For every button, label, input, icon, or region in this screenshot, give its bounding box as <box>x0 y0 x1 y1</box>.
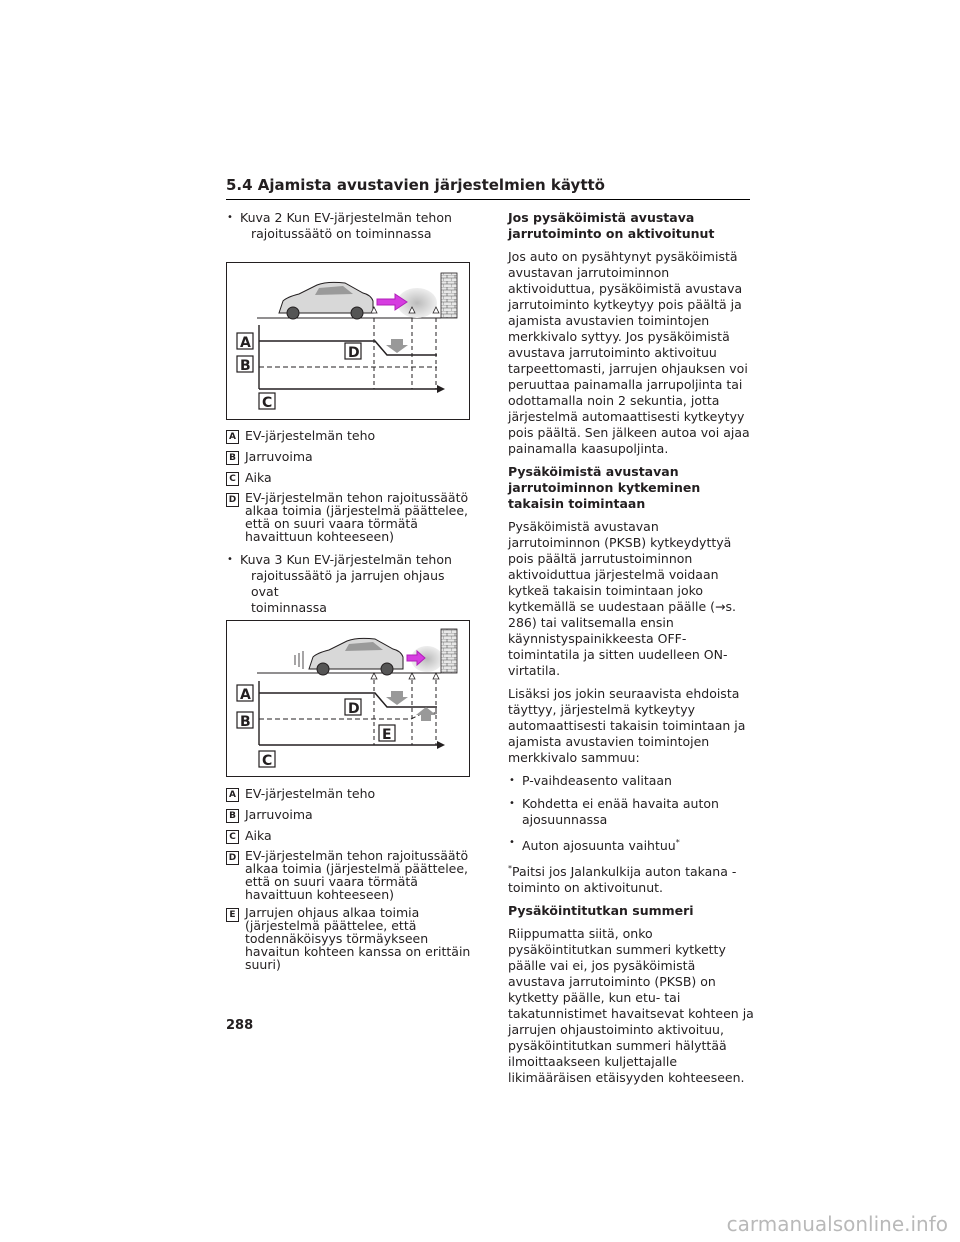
list-item-text: P-vaihdeasento valitaan <box>522 773 672 788</box>
legend-item <box>226 828 476 844</box>
legend-key: D <box>226 851 239 865</box>
legend-item <box>226 470 476 486</box>
label-c-text: C <box>262 395 273 411</box>
legend-item <box>226 786 476 802</box>
diagram-svg <box>227 263 469 419</box>
caption-line: Kuva 2 Kun EV-järjestelmän tehon <box>240 210 452 225</box>
caption-line: toiminnassa <box>251 600 327 615</box>
figure-3-diagram <box>226 620 470 777</box>
legend-item <box>226 449 476 465</box>
caption-line: rajoitussäätö ja jarrujen ohjaus ovat <box>251 568 445 599</box>
legend-text: Jarrujen ohjaus alkaa toimia (järjestelmä päättelee, että todennäköisyys törmäykseen havaitun kohteen kanssa on erittäin suuri) <box>245 905 471 972</box>
paragraph: Riippumatta siitä, onko pysäköintitutkan summeri kytketty päälle vai ei, jos pysäköimistä avustava jarrutoiminto (PKSB) on kytketty päälle, kun etu- tai takatunnistimet havaitsevat kohteen ja jarrujen ohjaustoiminto aktivoituu, pysäköintitutkan summeri hälyttää ilmoittaakseen kuljettajalle likimääräisen etäisyyden kohteeseen. <box>508 926 754 1086</box>
legend-text: Jarruvoima <box>245 449 313 464</box>
label-b-text: B <box>240 358 251 374</box>
figure2-caption <box>226 552 476 616</box>
caption-line: rajoitussäätö on toiminnassa <box>251 226 432 241</box>
footnote-text: Paitsi jos Jalankulkija auton takana -toiminto on aktivoitunut. <box>508 864 737 896</box>
page-number: 288 <box>226 1018 254 1033</box>
heading-parking-sensor-buzzer: Pysäköintitutkan summeri <box>508 903 694 919</box>
section-title: 5.4 Ajamista avustavien järjestelmien käyttö <box>226 176 605 194</box>
list-item-text: Auton ajosuunta vaihtuu <box>522 838 676 854</box>
list-item <box>508 796 754 828</box>
car-icon <box>295 638 403 675</box>
label-c-text: C <box>262 753 273 769</box>
footnote <box>508 861 754 896</box>
car-icon <box>279 282 373 319</box>
legend-text: Aika <box>245 828 272 843</box>
section-divider <box>226 199 750 200</box>
diagram-svg <box>227 621 469 776</box>
legend-key: D <box>226 493 239 507</box>
caption-line: Kuva 3 Kun EV-järjestelmän tehon <box>240 552 452 567</box>
paragraph: Pysäköimistä avustavan jarrutoiminnon (PKSB) kytkeydyttyä pois päältä jarrutustoiminnon aktivoiduttua järjestelmä voidaan kytkeä takaisin toimintaan joko kytkemällä se uudestaan päälle (→s. 286) tai valitsemalla ensin käynnistyspainikkeesta OFF-toimintatila ja sitten uudelleen ON-virtatila. <box>508 519 736 678</box>
legend-key: B <box>226 809 239 823</box>
legend-key: A <box>226 788 239 802</box>
footnote-marker: * <box>675 838 680 847</box>
legend-text: EV-järjestelmän tehon rajoitussäätö alkaa toimia (järjestelmä päättelee, että on suuri vaara törmätä havaittuun kohteeseen) <box>245 490 469 544</box>
list-item <box>508 835 754 854</box>
legend-item <box>226 906 476 971</box>
legend-key: B <box>226 451 239 465</box>
legend-item <box>226 491 476 543</box>
legend-key: C <box>226 830 239 844</box>
label-a-text: A <box>240 335 251 351</box>
left-column-mid <box>226 552 476 623</box>
legend-text: Jarruvoima <box>245 807 313 822</box>
label-b-text: B <box>240 714 251 730</box>
right-column <box>508 210 754 1093</box>
list-item <box>508 773 754 789</box>
label-d-text: D <box>348 701 360 717</box>
legend-item <box>226 428 476 444</box>
wall-icon <box>441 273 457 318</box>
footnote-marker: * <box>508 864 512 874</box>
heading-pksb-reenable: Pysäköimistä avustavan jarrutoiminnon kytkeminen takaisin toimintaan <box>508 464 701 511</box>
paragraph: Jos auto on pysähtynyt pysäköimistä avustavan jarrutoiminnon aktivoiduttua, pysäköimistä avustava jarrutoiminto kytkeytyy pois päältä ja ajamista avustavien toimintojen merkkivalo syttyy. Jos pysäköimistä avustava jarrutoiminto aktivoituu tarpeettomasti, jarrujen ohjauksen voi peruuttaa painamalla jarrupoljinta tai odottamalla noin 2 sekuntia, jotta järjestelmä automaattisesti kytkeytyy pois päältä. Sen jälkeen autoa voi ajaa painamalla kaasupoljinta. <box>508 249 750 456</box>
legend-key: C <box>226 472 239 486</box>
legend-key: A <box>226 430 239 444</box>
left-column-top <box>226 210 476 249</box>
label-d-text: D <box>348 345 360 361</box>
figure1-caption <box>226 210 476 242</box>
heading-pksb-activated: Jos pysäköimistä avustava jarrutoiminto on aktivoitunut <box>508 210 715 241</box>
wall-icon <box>441 629 457 673</box>
legend-text: EV-järjestelmän teho <box>245 428 376 443</box>
label-e-text: E <box>382 727 392 743</box>
figure-2-diagram <box>226 262 470 420</box>
paragraph: Lisäksi jos jokin seuraavista ehdoista täyttyy, järjestelmä kytkeytyy automaattisesti takaisin toimintaan ja ajamista avustavien toimintojen merkkivalo sammuu: <box>508 686 746 765</box>
label-a-text: A <box>240 687 251 703</box>
list-item-text: Kohdetta ei enää havaita auton ajosuunnassa <box>522 796 719 827</box>
legend-item <box>226 849 476 901</box>
legend-text: Aika <box>245 470 272 485</box>
legend-item <box>226 807 476 823</box>
legend-2 <box>226 786 476 976</box>
legend-1 <box>226 428 476 548</box>
legend-text: EV-järjestelmän tehon rajoitussäätö alkaa toimia (järjestelmä päättelee, että on suuri vaara törmätä havaittuun kohteeseen) <box>245 848 469 902</box>
legend-text: EV-järjestelmän teho <box>245 786 376 801</box>
watermark: carmanualsonline.info <box>726 1212 948 1236</box>
legend-key: E <box>226 908 239 922</box>
